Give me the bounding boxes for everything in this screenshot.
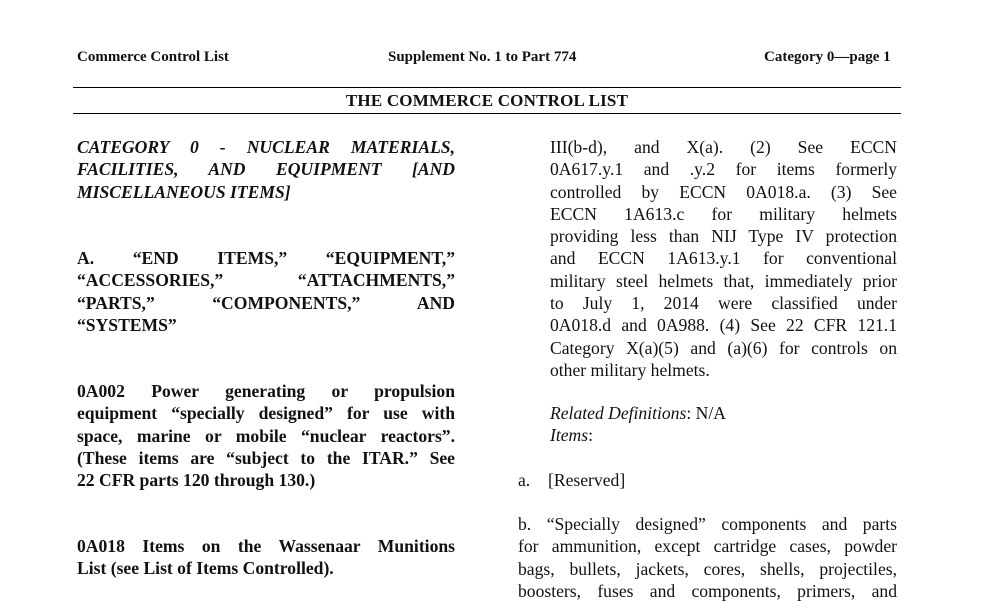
eccn-0a002-line: space, marine or mobile “nuclear reactors”. bbox=[77, 425, 455, 446]
category-heading-line: FACILITIES, AND EQUIPMENT [AND bbox=[77, 159, 455, 180]
related-definitions-label: Related Definitions bbox=[550, 403, 687, 423]
notes-line: and ECCN 1A613.y.1 for conventional bbox=[550, 248, 897, 269]
eccn-0a002-line: 22 CFR parts 120 through 130.) bbox=[77, 470, 316, 491]
category-heading bbox=[77, 136, 455, 203]
section-a-line: A. “END ITEMS,” “EQUIPMENT,” bbox=[77, 248, 455, 268]
related-controls-notes bbox=[550, 136, 897, 381]
item-b-line: b. “Specially designed” components and parts bbox=[518, 514, 897, 534]
related-definitions-value: : N/A bbox=[686, 403, 726, 423]
item-a bbox=[518, 469, 530, 491]
items-label: Items bbox=[550, 425, 589, 445]
related-definitions bbox=[550, 402, 726, 424]
eccn-0a002-line: equipment “specially designed” for use with bbox=[77, 403, 455, 424]
category-heading-line: MISCELLANEOUS ITEMS] bbox=[77, 181, 291, 202]
notes-line: 0A018.d and 0A988. (4) See 22 CFR 121.1 bbox=[550, 315, 897, 336]
header-center: Supplement No. 1 to Part 774 bbox=[388, 49, 577, 65]
notes-line: III(b-d), and X(a). (2) See ECCN bbox=[550, 137, 897, 157]
notes-line: Category X(a)(5) and (a)(6) for controls on bbox=[550, 337, 897, 358]
items-heading bbox=[550, 424, 593, 446]
section-a-heading bbox=[77, 247, 455, 336]
item-a-text: [Reserved] bbox=[548, 470, 626, 490]
eccn-0a018-line: 0A018 Items on the Wassenaar Munitions bbox=[77, 536, 455, 556]
item-b-line: for ammunition, except cartridge cases, powder bbox=[518, 536, 897, 557]
item-a-letter: a. bbox=[518, 470, 531, 490]
eccn-0a018-entry bbox=[77, 535, 455, 580]
items-colon: : bbox=[588, 425, 593, 445]
notes-line: other military helmets. bbox=[550, 359, 710, 380]
notes-line: providing less than NIJ Type IV protection bbox=[550, 226, 897, 247]
section-a-line: “ACCESSORIES,” “ATTACHMENTS,” bbox=[77, 270, 455, 291]
header-rule-bottom bbox=[73, 113, 901, 114]
section-a-line: “PARTS,” “COMPONENTS,” AND bbox=[77, 292, 455, 313]
header-left: Commerce Control List bbox=[77, 49, 229, 65]
section-a-line: “SYSTEMS” bbox=[77, 314, 177, 335]
header-right: Category 0—page 1 bbox=[764, 49, 891, 65]
item-b-line: boosters, fuses and components, primers, and bbox=[518, 580, 897, 601]
notes-line: military steel helmets that, immediately prior bbox=[550, 270, 897, 291]
notes-line: ECCN 1A613.c for military helmets bbox=[550, 203, 897, 224]
category-heading-line: CATEGORY 0 - NUCLEAR MATERIALS, bbox=[77, 137, 455, 157]
eccn-0a018-line: List (see List of Items Controlled). bbox=[77, 558, 334, 579]
item-b-line: bags, bullets, jackets, cores, shells, projectiles, bbox=[518, 558, 897, 579]
eccn-0a002-line: (These items are “subject to the ITAR.” See bbox=[77, 447, 455, 468]
page-title: THE COMMERCE CONTROL LIST bbox=[345, 91, 629, 110]
notes-line: to July 1, 2014 were classified under bbox=[550, 293, 897, 314]
notes-line: 0A617.y.1 and .y.2 for items formerly bbox=[550, 159, 897, 180]
item-b bbox=[518, 513, 897, 602]
eccn-0a002-entry bbox=[77, 380, 455, 491]
eccn-0a002-line: 0A002 Power generating or propulsion bbox=[77, 381, 455, 401]
item-a-text-wrap bbox=[548, 469, 625, 491]
header-rule-top bbox=[73, 87, 901, 88]
notes-line: controlled by ECCN 0A018.a. (3) See bbox=[550, 181, 897, 202]
